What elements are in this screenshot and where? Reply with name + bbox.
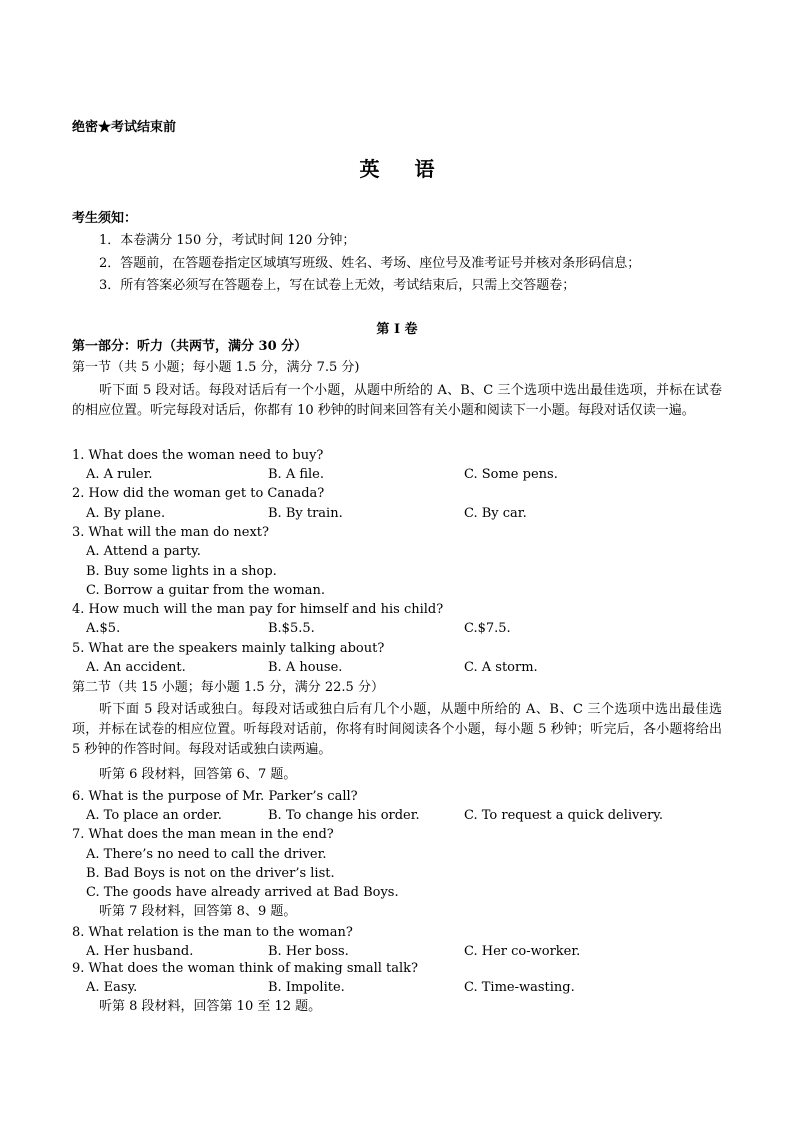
option-a: A. Easy. xyxy=(86,980,138,995)
subject-title: 英 语 xyxy=(359,157,449,181)
question-text: 5. What are the speakers mainly talking about? xyxy=(72,641,385,656)
option-b: B. By train. xyxy=(268,506,343,521)
option-b: B. A house. xyxy=(268,660,343,675)
option-c: C. Borrow a guitar from the woman. xyxy=(86,583,325,598)
option-a: A. Attend a party. xyxy=(86,544,201,559)
option-a: A. To place an order. xyxy=(86,808,222,823)
option-b: B. A file. xyxy=(268,467,324,482)
option-b: B. Impolite. xyxy=(268,980,345,995)
notice-item: 3．所有答案必须写在答题卷上，写在试卷上无效，考试结束后，只需上交答题卷； xyxy=(99,278,576,293)
question-text: 3. What will the man do next? xyxy=(72,525,269,540)
option-a: A. By plane. xyxy=(86,506,166,521)
option-b: B. Buy some lights in a shop. xyxy=(86,564,277,579)
section2-heading: 第二节（共 15 小题；每小题 1.5 分，满分 22.5 分） xyxy=(72,680,384,695)
option-c: C. Her co-worker. xyxy=(464,944,581,959)
option-c: C. A storm. xyxy=(464,660,538,675)
question-text: 1. What does the woman need to buy? xyxy=(72,448,324,463)
material-instruction: 听第 8 段材料，回答第 10 至 12 题。 xyxy=(99,999,322,1014)
notice-item: 1．本卷满分 150 分，考试时间 120 分钟； xyxy=(99,233,356,248)
option-c: C. Some pens. xyxy=(464,467,558,482)
option-c: C. The goods have already arrived at Bad Boys. xyxy=(86,885,399,900)
option-c: C. By car. xyxy=(464,506,527,521)
question-text: 9. What does the woman think of making small talk? xyxy=(72,961,419,976)
option-b: B. Her boss. xyxy=(268,944,349,959)
option-c: C.$7.5. xyxy=(464,621,511,636)
section2-instructions: 听下面 5 段对话或独白。每段对话或独白后有几个小题，从题中所给的 A、B、C 三个选项中选出最佳选项，并标在试卷的相应位置。听每段对话前，你将有时间阅读各个小题，每小题 5 秒钟；听完后，各小题将给出 5 秒钟的作答时间。每段对话或独白读两遍。 xyxy=(72,702,722,757)
option-a: A. An accident. xyxy=(86,660,186,675)
option-a: A. Her husband. xyxy=(86,944,194,959)
question-text: 7. What does the man mean in the end? xyxy=(72,827,334,842)
option-a: A.$5. xyxy=(86,621,121,636)
notice-heading: 考生须知： xyxy=(72,211,138,226)
volume-heading: 第 I 卷 xyxy=(376,322,418,337)
question-text: 8. What relation is the man to the woman? xyxy=(72,925,353,940)
section1-instructions: 听下面 5 段对话。每段对话后有一个小题，从题中所给的 A、B、C 三个选项中选出最佳选项，并标在试卷的相应位置。听完每段对话后，你都有 10 秒钟的时间来回答有关小题和阅读下一小题。每段对话仅读一遍。 xyxy=(72,383,722,418)
option-c: C. To request a quick delivery. xyxy=(464,808,664,823)
option-b: B. To change his order. xyxy=(268,808,420,823)
material-instruction: 听第 6 段材料，回答第 6、7 题。 xyxy=(99,767,297,782)
option-a: A. A ruler. xyxy=(86,467,153,482)
section1-heading: 第一节（共 5 小题；每小题 1.5 分，满分 7.5 分) xyxy=(72,360,360,375)
option-c: C. Time-wasting. xyxy=(464,980,575,995)
question-text: 2. How did the woman get to Canada? xyxy=(72,486,325,501)
question-text: 6. What is the purpose of Mr. Parker’s call? xyxy=(72,789,358,804)
question-text: 4. How much will the man pay for himself and his child? xyxy=(72,602,444,617)
material-instruction: 听第 7 段材料，回答第 8、9 题。 xyxy=(99,904,297,919)
confidential-label: 绝密★考试结束前 xyxy=(72,120,177,135)
option-b: B.$5.5. xyxy=(268,621,315,636)
part1-heading: 第一部分：听力（共两节，满分 30 分） xyxy=(72,339,308,354)
notice-item: 2．答题前，在答题卷指定区域填写班级、姓名、考场、座位号及准考证号并核对条形码信息； xyxy=(99,256,641,271)
option-b: B. Bad Boys is not on the driver’s list. xyxy=(86,866,335,881)
option-a: A. There’s no need to call the driver. xyxy=(86,847,327,862)
